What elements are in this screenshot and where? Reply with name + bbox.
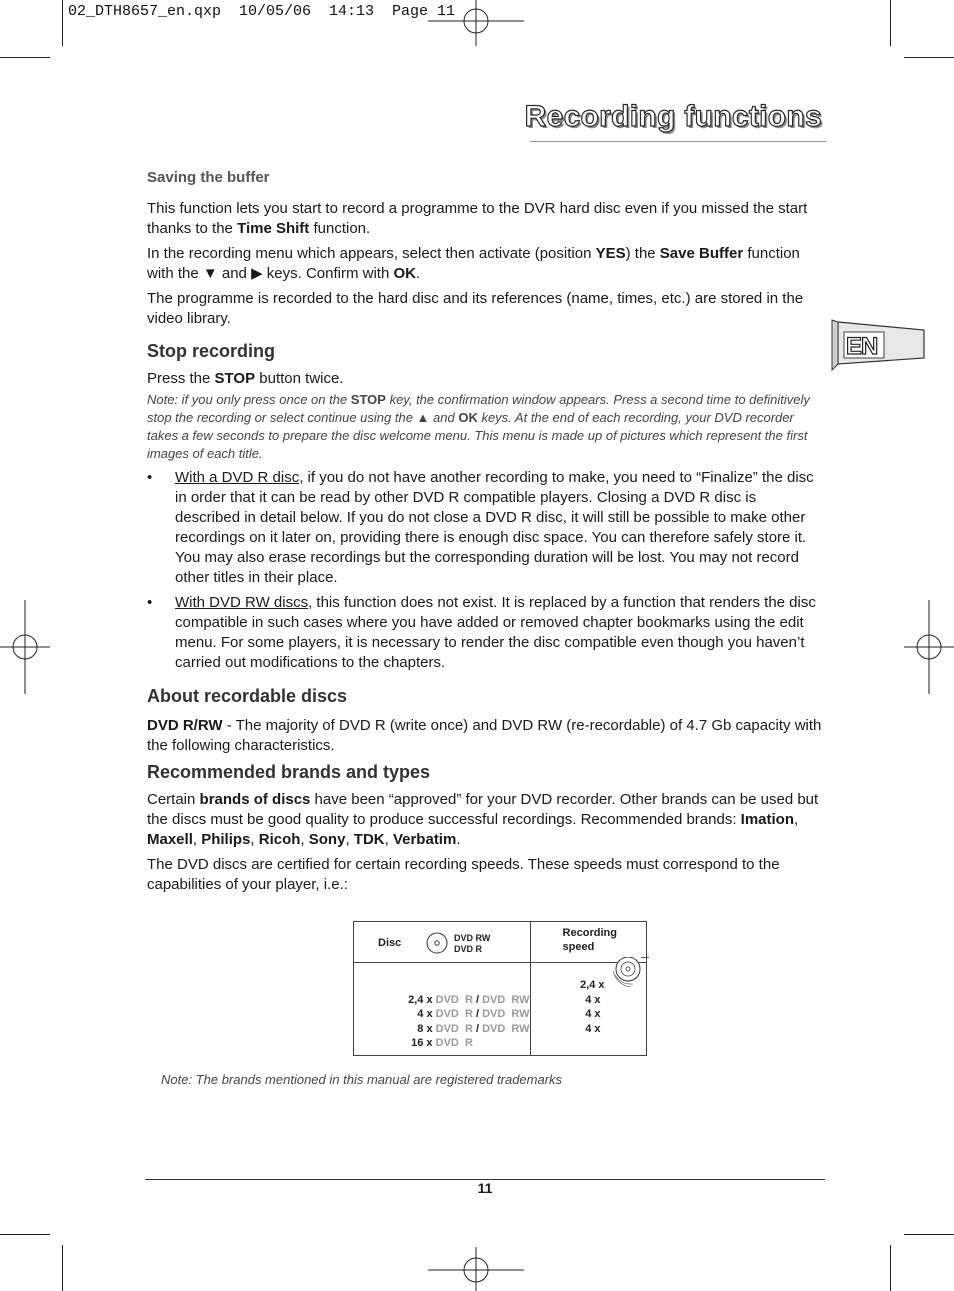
section-heading: Saving the buffer: [147, 169, 270, 186]
table-cell-discs: [354, 963, 531, 1056]
text: .: [415, 265, 421, 282]
separator: ,: [384, 831, 393, 848]
text: Certain: [147, 791, 200, 808]
section-stop-recording: [147, 341, 822, 673]
recording-speed: 4 x: [585, 1008, 601, 1020]
separator: /: [472, 1022, 483, 1035]
page-title: Recording functions: [524, 100, 822, 133]
separator: ,: [794, 811, 799, 828]
bullet-icon: •: [147, 469, 153, 486]
paragraph: [147, 369, 822, 389]
recording-speed: 2,4 x: [580, 979, 605, 991]
text: button twice.: [255, 370, 344, 387]
paragraph: [147, 790, 822, 850]
title-rule: [530, 141, 826, 142]
crop-mark: [904, 1234, 954, 1235]
disc-icon: [426, 932, 448, 954]
brand-name: Philips: [201, 831, 251, 848]
keyword: STOP: [350, 392, 386, 407]
section-heading: Stop recording: [147, 341, 276, 361]
main-content: [147, 168, 822, 900]
crop-mark: [62, 0, 63, 46]
disc-type: DVD RW: [482, 993, 530, 1006]
separator: /: [472, 993, 483, 1006]
keyword: YES: [595, 245, 626, 262]
text: - The majority of DVD R (write once) and DVD RW (re-recordable) of 4.7 Gb capacity with the following characteristics.: [147, 717, 822, 754]
section-about-discs: [147, 686, 822, 756]
note: [147, 391, 822, 463]
brand-name: Imation: [740, 811, 794, 828]
footnote: Note: The brands mentioned in this manual are registered trademarks: [161, 1072, 563, 1087]
text: , this function does not exist. It is replaced by a function that renders the disc compatible in such cases where you have added or removed chapter bookmarks using the edit menu. For some players, it is necessary to render the disc compatible even though you haven’t carried out modifications to the chapters.: [175, 594, 816, 671]
crop-mark: [0, 57, 50, 58]
text: , if you do not have another recording to make, you need to “Finalize” the disc in order that it can be read by other DVD R compatible players. Closing a DVD R disc is described in detail below. If you do not close a DVD R disc, it will still be possible to make other recordings on it later on, providing there is enough disc space. You can therefore safely store it. You may also erase recordings but the corresponding duration will be lost. You may not record other titles in their place.: [175, 469, 814, 586]
separator: ,: [300, 831, 309, 848]
bullet-list: [147, 468, 822, 673]
crop-mark: [890, 1245, 891, 1291]
crop-mark: [904, 57, 954, 58]
separator: .: [456, 831, 461, 848]
text: Press the: [147, 370, 215, 387]
disc-type: DVD R: [435, 1037, 473, 1049]
speed-value: 8 x: [417, 1022, 433, 1035]
table-row: [354, 978, 530, 1006]
section-brands: [147, 762, 822, 895]
section-saving-buffer: [147, 168, 822, 329]
separator: /: [472, 1008, 483, 1020]
disc-type: DVD R: [435, 1008, 473, 1020]
list-item: [147, 593, 822, 673]
text: Note: if you only press once on the: [147, 392, 351, 407]
recording-speed: 4 x: [585, 1022, 601, 1035]
registration-mark-bottom: [428, 1247, 524, 1291]
table-row: [531, 1022, 646, 1037]
section-heading: Recommended brands and types: [147, 762, 431, 782]
page-number: 11: [477, 1180, 493, 1196]
file-slug: 02_DTH8657_en.qxp 10/05/06 14:13 Page 11: [68, 3, 456, 20]
crop-mark: [0, 1234, 50, 1235]
disc-type: DVD RW: [482, 1022, 530, 1035]
spinning-disc-icon: [611, 957, 655, 993]
bullet-icon: •: [147, 594, 153, 611]
registration-mark-left: [0, 600, 50, 694]
keyword: OK: [458, 410, 478, 425]
keyword: Save Buffer: [659, 245, 744, 262]
brand-name: TDK: [353, 831, 385, 848]
text: In the recording menu which appears, select then activate (position: [147, 245, 596, 262]
language-badge-label: EN: [846, 333, 878, 360]
list-item: [147, 468, 822, 588]
text: keys. At the end of each recording, your DVD recorder takes a few seconds to prepare the disc welcome menu. This menu is made up of pictures which represent the first images of each title.: [147, 410, 808, 461]
disc-speed-table: [353, 921, 647, 1056]
language-badge: [830, 318, 926, 376]
table-cell-speeds: [530, 963, 646, 1056]
disc-type: DVD R: [435, 1022, 473, 1035]
text: ) the: [625, 245, 660, 262]
crop-mark: [890, 0, 891, 46]
paragraph: [147, 716, 822, 756]
text: function with the ▼ and ▶ keys. Confirm with: [147, 245, 800, 282]
paragraph: [147, 199, 822, 239]
crop-mark: [62, 1245, 63, 1291]
brand-name: Ricoh: [258, 831, 301, 848]
column-subheader: DVD RW: [454, 933, 491, 943]
keyword: OK: [393, 265, 416, 282]
speed-value: 4 x: [417, 1008, 433, 1020]
speed-value: 2,4 x: [408, 993, 433, 1006]
section-heading: About recordable discs: [147, 686, 348, 706]
table-row: [531, 1007, 646, 1022]
column-header: Recording: [562, 927, 617, 939]
underlined-text: With a DVD R disc: [175, 469, 300, 486]
registration-mark-right: [904, 600, 954, 694]
table-header-disc: [354, 922, 531, 963]
keyword: Time Shift: [237, 220, 310, 237]
paragraph: The programme is recorded to the hard disc and its references (name, times, etc.) are stored in the video library.: [147, 290, 804, 327]
keyword: brands of discs: [199, 791, 311, 808]
paragraph: The DVD discs are certified for certain recording speeds. These speeds must correspond to the capabilities of your player, i.e.:: [147, 856, 780, 893]
disc-type: DVD RW: [482, 1008, 530, 1020]
keyword: DVD R/RW: [147, 717, 223, 734]
speed-value: 16 x: [411, 1037, 433, 1049]
column-header: Disc: [378, 937, 402, 949]
disc-type: DVD R: [435, 993, 473, 1006]
brand-name: Sony: [308, 831, 346, 848]
brand-name: Verbatim: [392, 831, 457, 848]
separator: ,: [250, 831, 259, 848]
keyword: STOP: [214, 370, 256, 387]
paragraph: [147, 244, 822, 284]
text: have been “approved” for your DVD recorder. Other brands can be used but the discs must be good quality to produce successful recordings. Recommended brands:: [147, 791, 819, 828]
underlined-text: With DVD RW discs: [175, 594, 309, 611]
brand-name: Maxell: [147, 831, 193, 848]
table-row: [531, 993, 646, 1008]
text: This function lets you start to record a programme to the DVR hard disc even if you missed the start thanks to the: [147, 200, 808, 237]
separator: ,: [192, 831, 202, 848]
text: function.: [309, 220, 371, 237]
recording-speed: 4 x: [585, 993, 601, 1006]
text: key, the confirmation window appears. Press a second time to definitively stop the recording or select continue using the ▲ and: [147, 392, 810, 425]
column-subheader: DVD R: [454, 944, 483, 954]
column-header: speed: [562, 941, 595, 953]
separator: ,: [345, 831, 354, 848]
